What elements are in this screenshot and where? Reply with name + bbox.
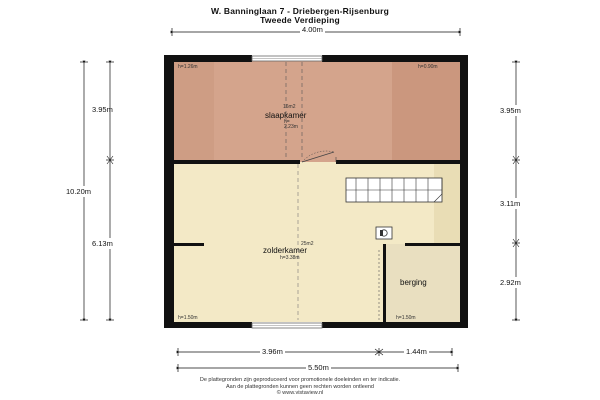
dim-right-upper: 3.95m — [500, 106, 521, 115]
wall-bottom-right — [322, 322, 468, 328]
wall-left — [164, 55, 174, 328]
wall-storage-side — [383, 244, 386, 322]
wall-top-left — [164, 55, 252, 62]
dim-right-lower: 2.92m — [500, 278, 521, 287]
plan-address-title: W. Banninglaan 7 - Driebergen-Rijsenburg — [210, 6, 390, 16]
dim-right-middle: 3.11m — [500, 199, 521, 208]
disclaimer-line-2: Aan de plattegronden kunnen geen rechten worden ontleend — [225, 383, 374, 390]
staircase — [346, 178, 442, 202]
wall-bedroom-left — [174, 160, 300, 164]
dim-bottom-right: 1.44m — [406, 347, 427, 356]
boiler-fixture — [376, 227, 392, 239]
zolderkamer-area: 25m2 — [301, 241, 314, 247]
zolderkamer-height: h=3.38m — [280, 255, 300, 261]
wall-right — [460, 55, 468, 328]
zolderkamer-label: zolderkamer — [263, 246, 308, 255]
wall-bottom-left — [164, 322, 252, 328]
wall-bedroom-right — [336, 160, 460, 164]
dim-left-upper: 3.95m — [92, 105, 113, 114]
wall-storage-top — [405, 243, 460, 246]
dim-bottom-total: 5.50m — [308, 363, 329, 372]
dim-left-lower: 6.13m — [92, 239, 113, 248]
dim-bottom-left: 3.96m — [262, 347, 283, 356]
height-mark-bottom-right: h=1.50m — [396, 315, 416, 321]
dim-top-width: 4.00m — [302, 25, 323, 34]
dim-left-total: 10.20m — [66, 187, 92, 196]
height-mark-top-right: h=0.90m — [418, 64, 438, 70]
slaapkamer-low-zone-right — [392, 61, 460, 162]
height-mark-top-left: h=1.26m — [178, 64, 198, 70]
height-mark-bottom-left: h=1.50m — [178, 315, 198, 321]
slaapkamer-label: slaapkamer — [265, 111, 307, 120]
wall-stub-left — [174, 243, 204, 246]
disclaimer-line-1: De plattegronden zijn geproduceerd voor promotionele doeleinden en ter indicatie. — [199, 377, 401, 383]
plan-floor-title: Tweede Verdieping — [260, 15, 340, 25]
slaapkamer-low-zone-left — [174, 61, 214, 162]
slaapkamer-area: 16m2 — [283, 104, 296, 110]
wall-top-right — [322, 55, 468, 62]
berging-label: berging — [400, 278, 427, 287]
zolderkamer-low-zone-right — [434, 162, 460, 244]
copyright-line: © www.vistaview.nl — [276, 390, 324, 396]
slaapkamer-height: h= 2.23m — [284, 119, 298, 130]
